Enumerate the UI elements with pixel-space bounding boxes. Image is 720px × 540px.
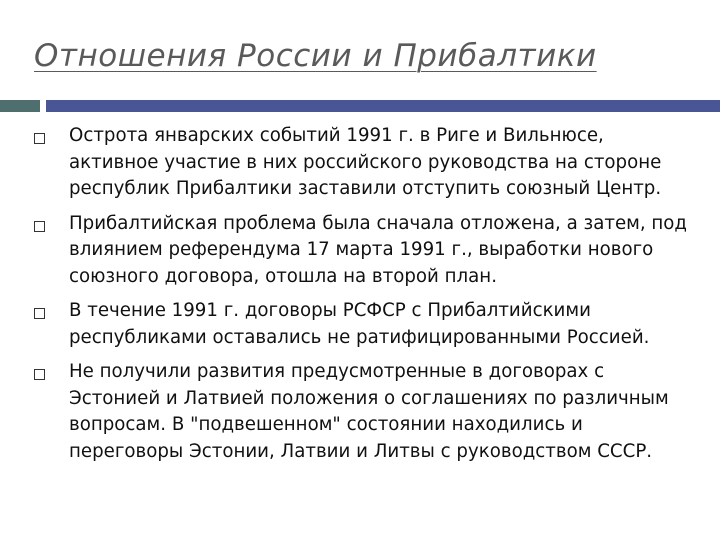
bullet-list [34, 123, 698, 473]
accent-bar-left [0, 100, 40, 112]
bullet-text: Не получили развития предусмотренные в договорах с Эстонией и Латвией положения о соглашениях по различным вопросам. В "подвешенном" состоянии находились и переговоры Эстонии, Латвии и Литвы с руководством СССР. [69, 361, 669, 462]
bullet-item [34, 123, 698, 203]
square-bullet-icon [34, 133, 45, 144]
slide-title: Отношения России и Прибалтики [34, 38, 597, 74]
bullet-item [34, 359, 698, 465]
bullet-text: Прибалтийская проблема была сначала отложена, а затем, под влиянием референдума 17 марта 1991 г., выработки нового союзного договора, отошла на второй план. [69, 212, 688, 287]
bullet-item [34, 298, 698, 351]
bullet-text: В течение 1991 г. договоры РСФСР с Прибалтийскими республиками оставались не ратифицированными Россией. [69, 300, 650, 348]
bullet-text: Острота январских событий 1991 г. в Риге и Вильнюсе, активное участие в них российского руководства на стороне республик Прибалтики заставили отступить союзный Центр. [69, 125, 662, 199]
bullet-item [34, 211, 698, 291]
square-bullet-icon [34, 308, 45, 319]
square-bullet-icon [34, 369, 45, 380]
square-bullet-icon [34, 221, 45, 232]
accent-bar-right [46, 100, 720, 112]
